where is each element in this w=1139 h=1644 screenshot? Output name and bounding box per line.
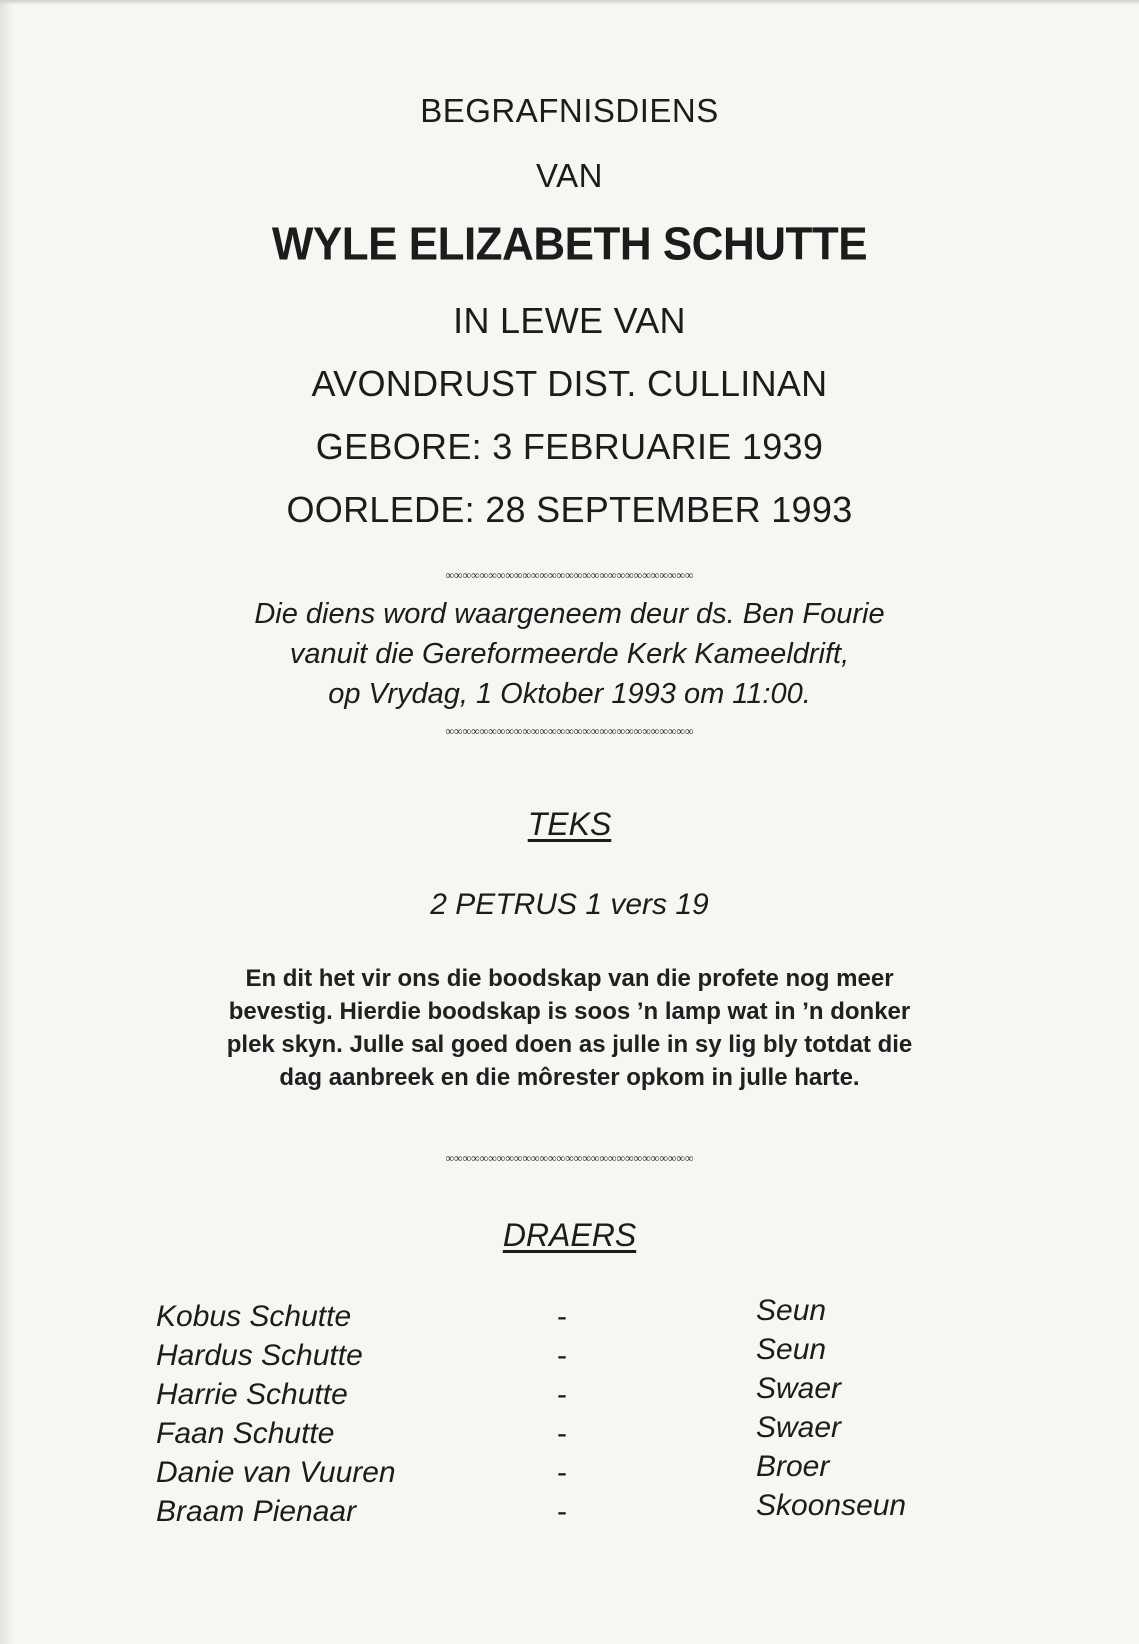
separator-dash: - (557, 1456, 567, 1489)
bearer-name: Braam Pienaar (156, 1495, 357, 1528)
bearer-row (0, 1450, 1139, 1494)
separator-dash: - (557, 1495, 567, 1528)
text-heading: TEKS (527, 806, 612, 842)
ornament-divider: ∞∞∞∞∞∞∞∞∞∞∞∞∞∞∞∞∞∞∞∞∞∞∞∞∞∞∞∞∞ (445, 568, 694, 582)
bearer-relation: Seun (756, 1294, 827, 1327)
bearers-heading: DRAERS (502, 1217, 637, 1253)
residence: AVONDRUST DIST. CULLINAN (311, 363, 828, 404)
ornament-divider: ∞∞∞∞∞∞∞∞∞∞∞∞∞∞∞∞∞∞∞∞∞∞∞∞∞∞∞∞∞ (445, 1151, 694, 1165)
bearer-relation: Swaer (756, 1372, 842, 1405)
title-of: VAN (536, 157, 603, 194)
deceased-name: WYLE ELIZABETH SCHUTTE (271, 218, 868, 271)
bearer-relation: Seun (756, 1333, 827, 1366)
verse-line: plek skyn. Julle sal goed doen as julle in sy lig bly totdat die (226, 1031, 913, 1058)
service-line-2: vanuit die Gereformeerde Kerk Kameeldrift, (289, 638, 850, 670)
verse-line: En dit het vir ons die boodskap van die profete nog meer (245, 965, 894, 992)
bearer-relation: Skoonseun (756, 1489, 907, 1522)
date-of-death: OORLEDE: 28 SEPTEMBER 1993 (286, 489, 853, 530)
title-funeral-service: BEGRAFNISDIENS (420, 92, 719, 129)
verse-line: bevestig. Hierdie boodskap is soos ’n lamp wat in ’n donker (228, 998, 911, 1025)
bearer-relation: Broer (756, 1450, 830, 1483)
bearer-row (0, 1411, 1139, 1455)
bearer-name: Hardus Schutte (156, 1339, 363, 1372)
separator-dash: - (557, 1378, 567, 1411)
bearer-name: Danie van Vuuren (156, 1456, 396, 1489)
separator-dash: - (557, 1339, 567, 1372)
ornament-divider: ∞∞∞∞∞∞∞∞∞∞∞∞∞∞∞∞∞∞∞∞∞∞∞∞∞∞∞∞∞ (445, 724, 694, 738)
bearer-row (0, 1294, 1139, 1338)
service-line-3: op Vrydag, 1 Oktober 1993 om 11:00. (328, 678, 811, 710)
separator-dash: - (557, 1300, 567, 1333)
service-line-1: Die diens word waargeneem deur ds. Ben Fourie (254, 598, 885, 630)
scripture-reference: 2 PETRUS 1 vers 19 (430, 888, 709, 921)
bearer-name: Harrie Schutte (156, 1378, 348, 1411)
bearer-name: Faan Schutte (156, 1417, 335, 1450)
in-life-of: IN LEWE VAN (453, 300, 686, 341)
bearer-row (0, 1489, 1139, 1533)
date-of-birth: GEBORE: 3 FEBRUARIE 1939 (315, 426, 824, 467)
bearer-relation: Swaer (756, 1411, 842, 1444)
bearer-row (0, 1333, 1139, 1377)
verse-line: dag aanbreek en die môrester opkom in julle harte. (279, 1064, 860, 1091)
bearer-name: Kobus Schutte (156, 1300, 352, 1333)
separator-dash: - (557, 1417, 567, 1450)
bearer-row (0, 1372, 1139, 1416)
